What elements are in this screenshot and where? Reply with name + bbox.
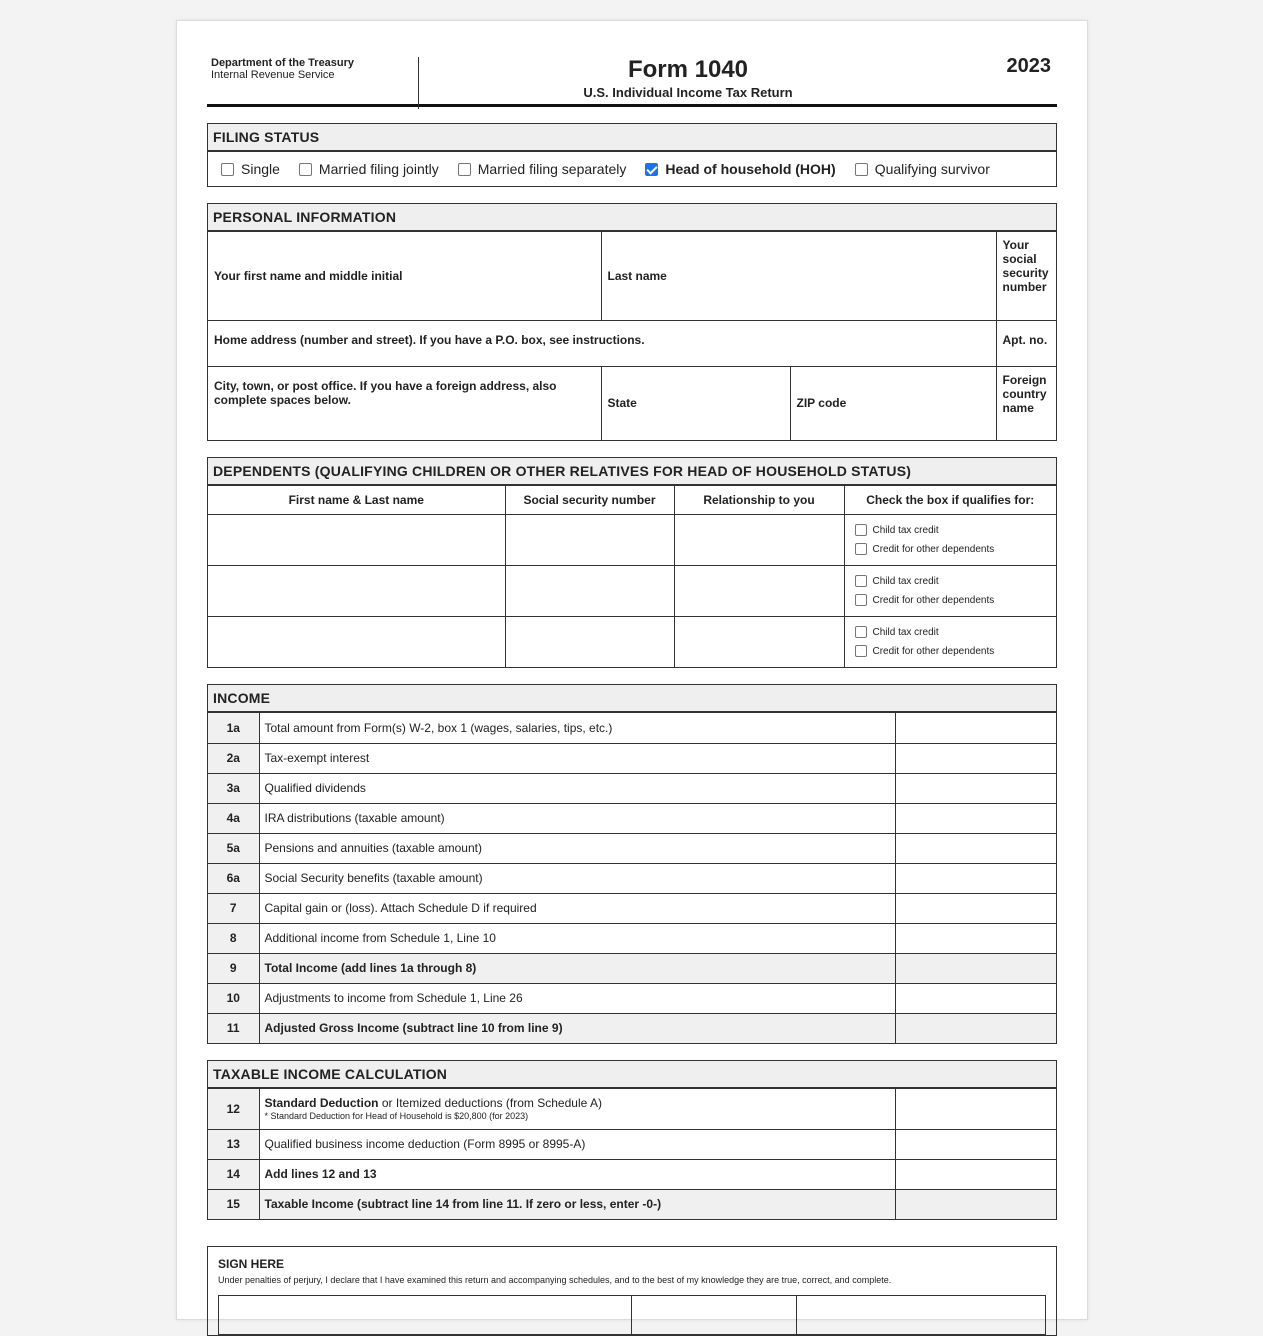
table-row (208, 1089, 1056, 1129)
standard-deduction-label: Standard Deduction (264, 1096, 379, 1111)
city-field[interactable] (208, 366, 601, 440)
line-description: Additional income from Schedule 1, Line 10 (259, 923, 895, 953)
apt-label: Apt. no. (1002, 332, 1048, 347)
filing-status-section (207, 123, 1057, 187)
filing-status-checkbox[interactable] (645, 163, 658, 176)
amount-field[interactable] (895, 983, 1056, 1013)
dep-col-ssn: Social security number (505, 486, 674, 514)
agency-label: Internal Revenue Service (211, 69, 335, 81)
other-dependents-credit-option[interactable] (855, 540, 1056, 559)
line-number: 5a (208, 833, 259, 863)
apt-field[interactable] (996, 320, 1056, 366)
filing-status-label: Married filing separately (477, 161, 627, 177)
filing-status-option[interactable] (855, 161, 990, 177)
foreign-country-label: Foreign country name (1002, 372, 1047, 415)
foreign-country-field[interactable] (996, 366, 1056, 440)
dependent-ssn-field[interactable] (505, 565, 674, 616)
table-row (208, 803, 1056, 833)
child-tax-credit-checkbox[interactable] (855, 524, 867, 536)
child-tax-credit-option[interactable] (855, 623, 1056, 642)
income-section (207, 684, 1057, 1044)
personal-info-heading: PERSONAL INFORMATION (208, 204, 1056, 232)
taxable-income-section (207, 1060, 1057, 1220)
table-row (208, 923, 1056, 953)
line-description: IRA distributions (taxable amount) (259, 803, 895, 833)
filing-status-checkbox[interactable] (299, 163, 312, 176)
amount-field[interactable] (895, 1189, 1056, 1219)
filing-status-option[interactable] (458, 161, 627, 177)
child-tax-credit-label: Child tax credit (872, 626, 939, 638)
dependents-heading: DEPENDENTS (QUALIFYING CHILDREN OR OTHER RELATIVES FOR HEAD OF HOUSEHOLD STATUS) (208, 458, 1056, 486)
table-row (208, 1159, 1056, 1189)
dependent-row (208, 565, 1056, 616)
dependent-name-field[interactable] (208, 565, 505, 616)
signature-row (218, 1295, 1046, 1335)
child-tax-credit-option[interactable] (855, 521, 1056, 540)
line-number: 13 (208, 1129, 259, 1159)
line-number: 9 (208, 953, 259, 983)
line-description: Tax-exempt interest (259, 743, 895, 773)
filing-status-label: Single (241, 161, 280, 177)
taxable-income-heading: TAXABLE INCOME CALCULATION (208, 1061, 1056, 1089)
line-number: 12 (208, 1089, 259, 1129)
amount-field[interactable] (895, 743, 1056, 773)
line-description: Social Security benefits (taxable amount) (259, 863, 895, 893)
last-name-label: Last name (607, 268, 667, 283)
line-number: 4a (208, 803, 259, 833)
line-number: 7 (208, 893, 259, 923)
line-description: Qualified business income deduction (Form 8995 or 8995-A) (259, 1129, 895, 1159)
dependent-ssn-field[interactable] (505, 514, 674, 565)
other-dependents-credit-checkbox[interactable] (855, 645, 867, 657)
filing-status-checkbox[interactable] (458, 163, 471, 176)
filing-status-heading: FILING STATUS (208, 124, 1056, 152)
other-dependents-credit-option[interactable] (855, 642, 1056, 661)
child-tax-credit-option[interactable] (855, 572, 1056, 591)
dependent-name-field[interactable] (208, 514, 505, 565)
form-title: Form 1040 (627, 56, 749, 83)
state-label: State (607, 396, 637, 411)
itemized-label: or Itemized deductions (from Schedule A) (378, 1096, 602, 1111)
amount-field[interactable] (895, 1129, 1056, 1159)
first-name-field[interactable] (208, 232, 601, 320)
title-block (419, 55, 957, 101)
home-address-label: Home address (number and street). If you have a P.O. box, see instructions. (214, 332, 645, 347)
line-number: 11 (208, 1013, 259, 1043)
dependents-table (208, 486, 1056, 667)
form-content (207, 51, 1057, 1336)
city-label: City, town, or post office. If you have a foreign address, also complete spaces below. (214, 378, 557, 407)
other-dependents-credit-label: Credit for other dependents (872, 594, 995, 606)
child-tax-credit-checkbox[interactable] (855, 575, 867, 587)
state-field[interactable] (601, 366, 790, 440)
sign-heading: SIGN HERE (218, 1257, 285, 1271)
dependent-relationship-field[interactable] (674, 514, 844, 565)
zip-label: ZIP code (796, 396, 847, 411)
last-name-field[interactable] (601, 232, 996, 320)
line-description: Total Income (add lines 1a through 8) (259, 953, 895, 983)
line-description: Adjustments to income from Schedule 1, Line 26 (259, 983, 895, 1013)
dep-col-relationship: Relationship to you (674, 486, 844, 514)
dependent-row (208, 514, 1056, 565)
dependent-ssn-field[interactable] (505, 616, 674, 667)
perjury-statement: Under penalties of perjury, I declare that I have examined this return and accompanying schedules, and to the best of my knowledge they are true, correct, and complete. (218, 1275, 892, 1285)
filing-status-label: Head of household (HOH) (665, 161, 836, 177)
filing-status-option[interactable] (645, 161, 835, 177)
personal-info-section (207, 203, 1057, 441)
dependent-row (208, 616, 1056, 667)
child-tax-credit-checkbox[interactable] (855, 626, 867, 638)
sign-section (207, 1246, 1057, 1336)
line-number: 15 (208, 1189, 259, 1219)
table-row (208, 983, 1056, 1013)
filing-status-label: Qualifying survivor (874, 161, 990, 177)
filing-status-checkbox[interactable] (221, 163, 234, 176)
line-number: 3a (208, 773, 259, 803)
amount-field[interactable] (895, 803, 1056, 833)
child-tax-credit-label: Child tax credit (872, 575, 939, 587)
filing-status-option[interactable] (299, 161, 439, 177)
line-number: 14 (208, 1159, 259, 1189)
other-dependents-credit-label: Credit for other dependents (872, 543, 995, 555)
table-row (208, 833, 1056, 863)
filing-status-options (208, 152, 1056, 186)
table-row (208, 743, 1056, 773)
taxable-income-table (208, 1089, 1056, 1219)
amount-field[interactable] (895, 833, 1056, 863)
amount-field[interactable] (895, 713, 1056, 743)
agency-block (211, 57, 419, 109)
amount-field[interactable] (895, 893, 1056, 923)
line-number: 6a (208, 863, 259, 893)
dependent-relationship-field[interactable] (674, 565, 844, 616)
line-description: Total amount from Form(s) W-2, box 1 (wages, salaries, tips, etc.) (259, 713, 895, 743)
line-description: Capital gain or (loss). Attach Schedule D if required (259, 893, 895, 923)
line-number: 10 (208, 983, 259, 1013)
filing-status-label: Married filing jointly (318, 161, 439, 177)
home-address-field[interactable] (208, 320, 996, 366)
line-description (259, 1089, 895, 1129)
dependent-qualifies-cell (844, 616, 1056, 667)
table-row (208, 1129, 1056, 1159)
amount-field[interactable] (895, 1013, 1056, 1043)
form-subtitle: U.S. Individual Income Tax Return (583, 85, 793, 100)
line-description: Qualified dividends (259, 773, 895, 803)
filing-status-checkbox[interactable] (855, 163, 868, 176)
dep-col-name: First name & Last name (208, 486, 505, 514)
line-description: Adjusted Gross Income (subtract line 10 from line 9) (259, 1013, 895, 1043)
line-number: 1a (208, 713, 259, 743)
table-row (208, 863, 1056, 893)
department-label: Department of the Treasury (211, 57, 355, 69)
first-name-label: Your first name and middle initial (214, 268, 403, 283)
amount-field[interactable] (895, 1159, 1056, 1189)
ssn-field[interactable] (996, 232, 1056, 320)
filing-status-option[interactable] (221, 161, 280, 177)
amount-field[interactable] (895, 1089, 1056, 1129)
form-header (207, 51, 1057, 107)
date-field[interactable] (632, 1296, 797, 1334)
amount-field[interactable] (895, 773, 1056, 803)
ssn-label: Your social security number (1002, 238, 1049, 294)
table-row (208, 953, 1056, 983)
other-dependents-credit-label: Credit for other dependents (872, 645, 995, 657)
dep-col-qualifies: Check the box if qualifies for: (844, 486, 1056, 514)
line-description: Pensions and annuities (taxable amount) (259, 833, 895, 863)
dependents-section (207, 457, 1057, 668)
signature-field[interactable] (219, 1296, 632, 1334)
amount-field[interactable] (895, 923, 1056, 953)
line-description: Taxable Income (subtract line 14 from line 11. If zero or less, enter -0-) (259, 1189, 895, 1219)
line-number: 2a (208, 743, 259, 773)
table-row (208, 773, 1056, 803)
amount-field[interactable] (895, 863, 1056, 893)
form-page (176, 20, 1088, 1320)
table-row (208, 713, 1056, 743)
other-dependents-credit-checkbox[interactable] (855, 543, 867, 555)
dependent-relationship-field[interactable] (674, 616, 844, 667)
amount-field[interactable] (895, 953, 1056, 983)
other-dependents-credit-option[interactable] (855, 591, 1056, 610)
personal-info-table (208, 232, 1056, 440)
table-row (208, 1189, 1056, 1219)
line-number: 8 (208, 923, 259, 953)
dependent-qualifies-cell (844, 514, 1056, 565)
other-dependents-credit-checkbox[interactable] (855, 594, 867, 606)
standard-deduction-note: * Standard Deduction for Head of Household is $20,800 (for 2023) (264, 1111, 529, 1122)
child-tax-credit-label: Child tax credit (872, 524, 939, 536)
occupation-field[interactable] (797, 1296, 1045, 1334)
table-row (208, 1013, 1056, 1043)
tax-year: 2023 (1006, 55, 1051, 77)
dependent-qualifies-cell (844, 565, 1056, 616)
line-description: Add lines 12 and 13 (259, 1159, 895, 1189)
income-heading: INCOME (208, 685, 1056, 713)
table-row (208, 893, 1056, 923)
income-table (208, 713, 1056, 1043)
zip-field[interactable] (790, 366, 996, 440)
dependent-name-field[interactable] (208, 616, 505, 667)
